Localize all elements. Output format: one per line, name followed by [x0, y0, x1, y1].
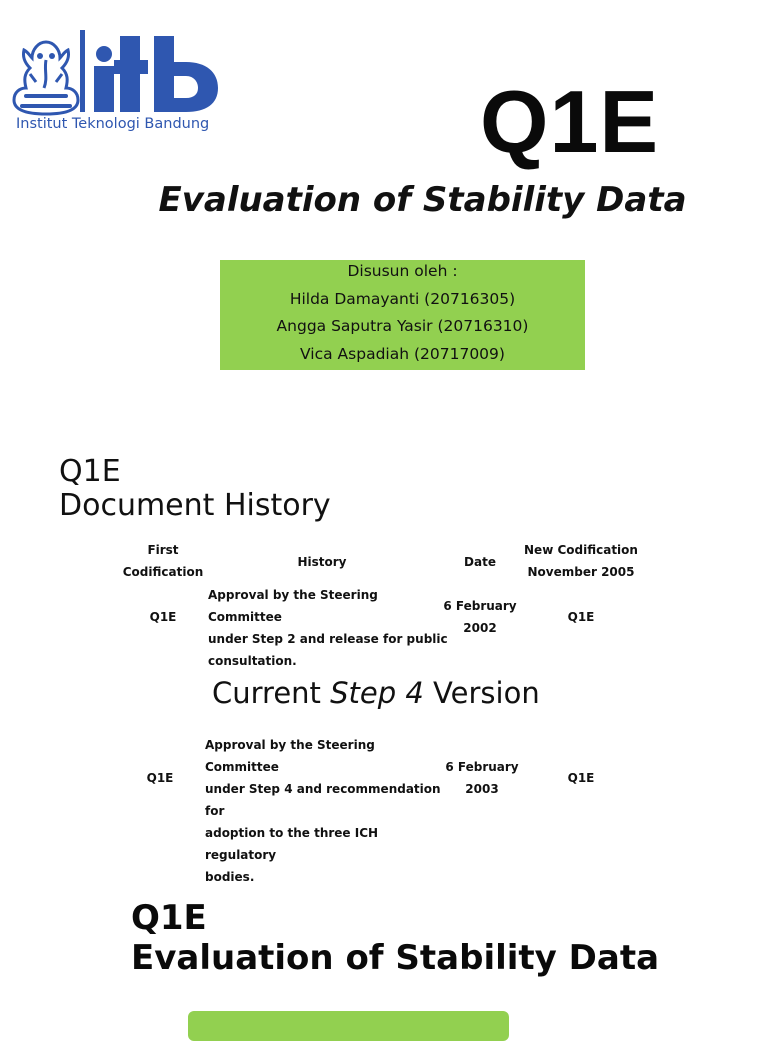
header-first-codification: First Codification: [122, 543, 204, 579]
row-new-code: Q1E: [567, 610, 595, 624]
header-new-codification: New Codification November 2005: [524, 543, 638, 579]
row-date: 6 February 2003: [445, 760, 519, 796]
row-new-code: Q1E: [567, 771, 595, 785]
section-title-line2: Evaluation of Stability Data: [131, 938, 660, 978]
section-title-line1: Q1E: [131, 898, 207, 938]
author-name: Vica Aspadiah (20717009): [300, 344, 505, 363]
history-title-line2: Document History: [59, 488, 331, 523]
history-title: [59, 455, 331, 523]
authors-box: [220, 260, 585, 370]
history-title-line1: Q1E: [59, 454, 121, 489]
authors-heading: Disusun oleh :: [347, 262, 458, 280]
row-history: Approval by the Steering Committee under Step 2 and release for public consultation.: [208, 588, 448, 668]
section-title: [131, 898, 659, 978]
page-subtitle: Evaluation of Stability Data: [158, 180, 687, 220]
current-version-title: Current Step 4 Version: [212, 676, 540, 710]
row-code: Q1E: [149, 610, 177, 624]
logo-caption: Institut Teknologi Bandung: [16, 116, 210, 132]
row-code: Q1E: [146, 771, 174, 785]
itb-wordmark-icon: [80, 30, 218, 112]
author-name: Hilda Damayanti (20716305): [289, 289, 516, 308]
row-history: Approval by the Steering Committee under Step 4 and recommendation for adoption to the three ICH regulatory bodies.: [205, 738, 441, 884]
header-history: History: [297, 555, 347, 569]
author-name: Angga Saputra Yasir (20716310): [276, 317, 529, 335]
page-title: Q1E: [480, 72, 660, 171]
row-date: 6 February 2002: [443, 599, 517, 635]
step-label: Step 4: [330, 676, 424, 710]
ganesha-emblem-icon: [14, 42, 78, 114]
green-box: [188, 1011, 509, 1041]
header-date: Date: [464, 555, 496, 569]
